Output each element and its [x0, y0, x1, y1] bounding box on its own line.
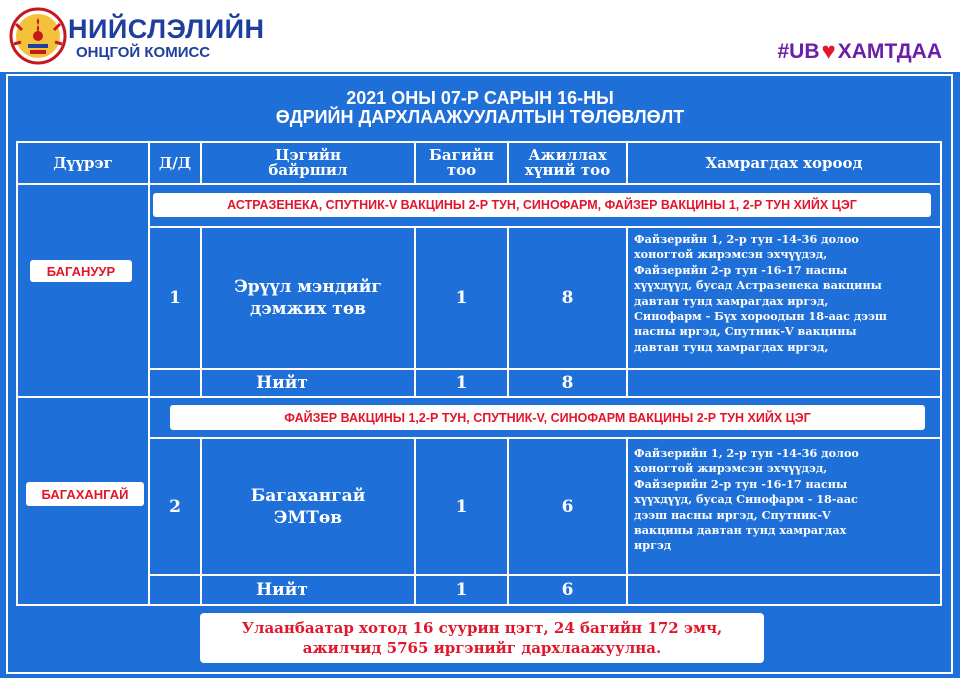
col-header-no: Д/Д — [158, 153, 192, 172]
row1-location — [202, 228, 414, 368]
row1-teams: 1 — [455, 288, 468, 308]
row2-location-l2: ЭМТөв — [273, 507, 343, 528]
row1-location-l1: Эрүүл мэндийг — [234, 277, 382, 297]
row2-khoroo-line: Файзерийн 2-р тун -16-17 насны — [634, 476, 848, 491]
table-bottom-border — [16, 604, 942, 606]
org-name: НИЙСЛЭЛИЙН — [68, 14, 265, 44]
row2-khoroo-line: вакцины давтан тунд хамрагдах — [634, 523, 847, 538]
page-subtitle: ӨДРИЙН ДАРХЛААЖУУЛАЛТЫН ТӨЛӨВЛӨЛТ — [275, 107, 685, 127]
row1-location-l2: дэмжих төв — [250, 299, 366, 319]
header — [0, 0, 960, 72]
section-divider — [16, 396, 942, 398]
table-right-border — [940, 141, 942, 606]
col-header-staff-l1: Ажиллах — [528, 146, 607, 164]
col-header-khoroo: Хамрагдах хороод — [705, 153, 863, 172]
col-header-staff — [509, 143, 626, 183]
campaign-hashtag — [777, 38, 942, 66]
total-label-1: Нийт — [256, 373, 308, 393]
row2-khoroo-description — [634, 446, 938, 554]
row1-khoroo-line: давтан тунд хамрагдах иргэд, — [634, 293, 829, 308]
vaccine-banner-1: АСТРАЗЕНЕКА, СПУТНИК-V ВАКЦИНЫ 2-Р ТУН, СИНОФАРМ, ФАЙЗЕР ВАКЦИНЫ 1, 2-Р ТУН ХИЙХ ЦЭГ — [153, 193, 931, 217]
row2-number: 2 — [169, 496, 181, 517]
total-staff-1: 8 — [561, 373, 574, 393]
row1-staff: 8 — [561, 288, 574, 308]
row1-khoroo-line: хүүхдүүд, бусад Астразенека вакцины — [634, 278, 882, 293]
row2-location-l1: Багахангай — [250, 485, 366, 506]
total-teams-1: 1 — [455, 373, 468, 393]
col-header-staff-l2: хүний тоо — [524, 161, 611, 179]
header-bottom-border — [16, 183, 942, 185]
col-header-district: Дүүрэг — [53, 153, 113, 172]
row1-khoroo-line: насны иргэд, Спутник-V вакцины — [634, 324, 857, 339]
row1-number: 1 — [169, 288, 181, 308]
summary-line-2: ажилчид 5765 иргэнийг дархлаажуулна. — [302, 639, 662, 657]
district-label-bagakhangai: БАГАХАНГАЙ — [26, 482, 144, 506]
row1-khoroo-line: Файзерийн 2-р тун -16-17 насны — [634, 262, 848, 277]
row2-col-5 — [626, 437, 628, 606]
page-title: 2021 ОНЫ 07-Р САРЫН 16-НЫ — [346, 88, 614, 108]
total-teams-2: 1 — [455, 580, 468, 600]
summary-box — [200, 613, 764, 663]
row2-khoroo-line: хүүхдүүд, бусад Синофарм - 18-аас — [634, 492, 858, 507]
col-header-location-l1: Цэгийн — [274, 146, 342, 164]
row2-khoroo-line: дээш насны иргэд, Спутник-V — [634, 507, 831, 522]
summary-line-1: Улаанбаатар хотод 16 суурин цэгт, 24 багийн 172 эмч, — [241, 619, 723, 637]
col-header-location-l2: байршил — [268, 161, 348, 179]
vaccine-banner-2: ФАЙЗЕР ВАКЦИНЫ 1,2-Р ТУН, СПУТНИК-V, СИНОФАРМ ВАКЦИНЫ 2-Р ТУН ХИЙХ ЦЭГ — [170, 405, 925, 430]
row2-location — [202, 439, 414, 574]
row1-khoroo-line: хоногтой жирэмсэн эхчүүдэд, — [634, 247, 828, 262]
col-header-location — [202, 143, 414, 183]
row2-khoroo-line: хоногтой жирэмсэн эхчүүдэд, — [634, 461, 828, 476]
row1-khoroo-line: Файзерийн 1, 2-р тун -14-36 долоо — [634, 232, 859, 246]
col-header-teams-l2: тоо — [446, 161, 477, 179]
row1-khoroo-line: давтан тунд хамрагдах иргэд, — [634, 339, 829, 354]
row2-teams: 1 — [455, 496, 468, 517]
row2-khoroo-line: иргэд — [634, 538, 672, 553]
col-header-teams — [416, 143, 507, 183]
total-staff-2: 6 — [561, 580, 574, 600]
row1-col-5 — [626, 226, 628, 396]
heart-icon: ♥ — [821, 38, 836, 65]
hashtag-suffix: ХАМТДАА — [837, 40, 942, 63]
org-subtitle: ОНЦГОЙ КОМИСС — [76, 44, 211, 61]
row1-khoroo-description — [634, 232, 938, 355]
total-label-2: Нийт — [256, 580, 308, 600]
table-left-border — [16, 141, 18, 606]
district-label-baganuur: БАГАНУУР — [30, 260, 132, 282]
row1-khoroo-line: Синофарм - Бүх хороодын 18-аас дээш — [634, 309, 887, 324]
row2-staff: 6 — [561, 496, 574, 517]
soyombo-emblem-icon — [8, 4, 68, 68]
col-header-teams-l1: Багийн — [429, 146, 494, 164]
row2-khoroo-line: Файзерийн 1, 2-р тун -14-36 долоо — [634, 446, 859, 460]
hashtag-prefix: #UB — [777, 40, 820, 63]
